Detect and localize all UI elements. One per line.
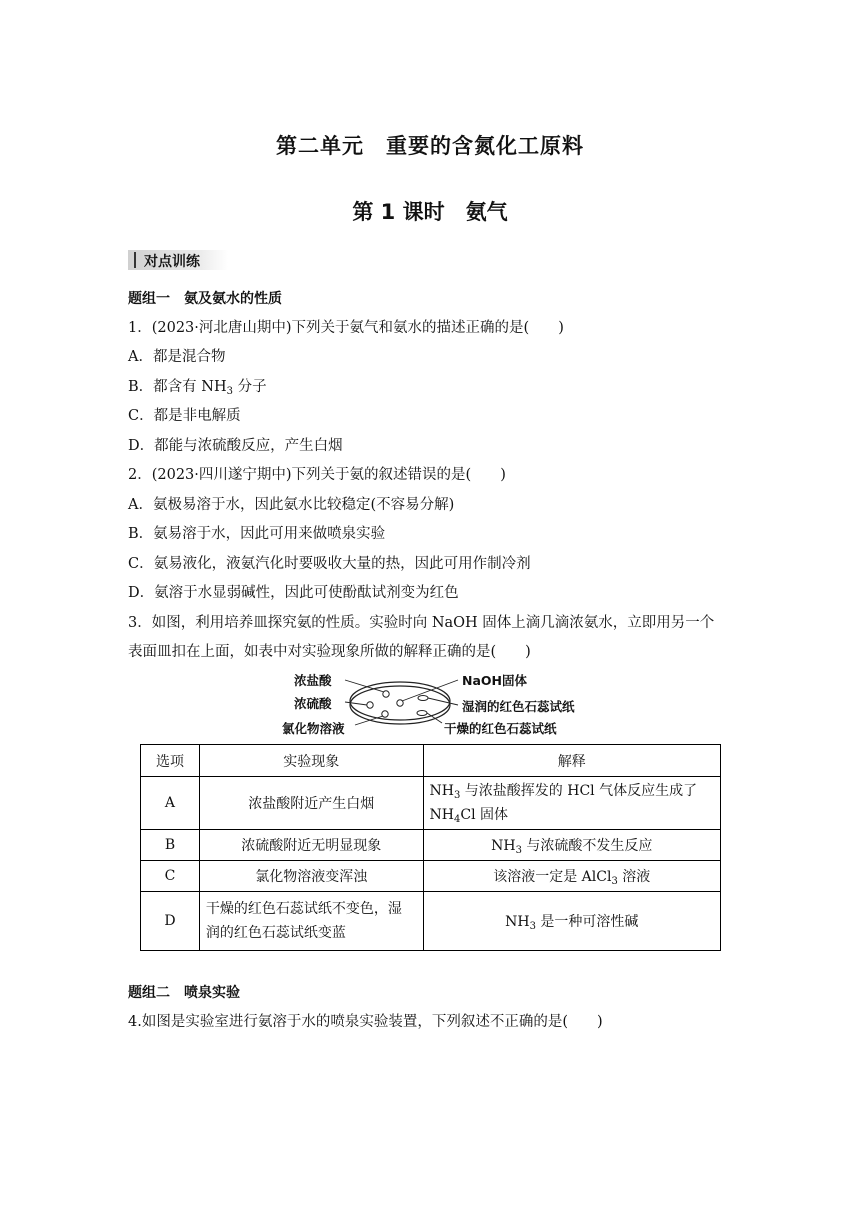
q1-option-a: A．都是混合物 bbox=[128, 349, 226, 365]
q2-option-c: C．氨易液化，液氨汽化时要吸收大量的热，因此可用作制冷剂 bbox=[128, 556, 531, 572]
q1-option-b: B．都含有 $NH_3$ 分子 bbox=[128, 379, 267, 397]
row-a-explanation: $NH_3$ 与浓盐酸挥发的 HCl 气体反应生成了 $NH_4Cl$ 固体 bbox=[423, 777, 720, 830]
table-header-row bbox=[141, 745, 721, 777]
row-a-option: A bbox=[141, 777, 200, 830]
section-badge bbox=[128, 250, 228, 270]
table-row bbox=[141, 830, 721, 861]
petri-dish-diagram bbox=[280, 668, 600, 740]
q1-stem: 1．(2023·河北唐山期中)下列关于氨气和氨水的描述正确的是( ) bbox=[128, 320, 564, 336]
q4-stem: 4.如图是实验室进行氨溶于水的喷泉实验装置，下列叙述不正确的是( ) bbox=[128, 1014, 603, 1030]
row-a-phenomenon: 浓盐酸附近产生白烟 bbox=[199, 777, 423, 830]
q1-option-c: C．都是非电解质 bbox=[128, 408, 241, 424]
unit-title: 第二单元 重要的含氮化工原料 bbox=[276, 134, 584, 158]
label-h2so4: 浓硫酸 bbox=[294, 696, 332, 711]
row-c-option: C bbox=[141, 861, 200, 892]
table-row bbox=[141, 777, 721, 830]
badge-label: 对点训练 bbox=[144, 254, 200, 270]
label-hcl: 浓盐酸 bbox=[294, 673, 332, 688]
table-row bbox=[141, 861, 721, 892]
badge-bar bbox=[134, 252, 136, 268]
lesson-title: 第 1 课时 氨气 bbox=[352, 200, 508, 224]
row-d-explanation: $NH_3$ 是一种可溶性碱 bbox=[423, 892, 720, 951]
q2-stem: 2．(2023·四川遂宁期中)下列关于氨的叙述错误的是( ) bbox=[128, 467, 506, 483]
row-d-option: D bbox=[141, 892, 200, 951]
q3-table bbox=[140, 744, 721, 951]
row-b-option: B bbox=[141, 830, 200, 861]
header-explanation: 解释 bbox=[423, 745, 720, 777]
q1-option-d: D．都能与浓硫酸反应，产生白烟 bbox=[128, 438, 343, 454]
header-phenomenon: 实验现象 bbox=[199, 745, 423, 777]
label-naoh: NaOH固体 bbox=[462, 673, 527, 688]
q3-stem-line1: 3．如图，利用培养皿探究氨的性质。实验时向 NaOH 固体上滴几滴浓氨水，立即用另一个 bbox=[128, 615, 715, 631]
row-b-phenomenon: 浓硫酸附近无明显现象 bbox=[199, 830, 423, 861]
row-b-explanation: $NH_3$ 与浓硫酸不发生反应 bbox=[423, 830, 720, 861]
q3-stem-line2: 表面皿扣在上面，如表中对实验现象所做的解释正确的是( ) bbox=[128, 644, 531, 660]
q2-option-d: D．氨溶于水显弱碱性，因此可使酚酞试剂变为红色 bbox=[128, 585, 459, 601]
group1-title: 题组一 氨及氨水的性质 bbox=[128, 291, 282, 307]
q2-option-a: A．氨极易溶于水，因此氨水比较稳定(不容易分解) bbox=[128, 497, 455, 513]
q2-option-b: B．氨易溶于水，因此可用来做喷泉实验 bbox=[128, 526, 386, 542]
header-option: 选项 bbox=[141, 745, 200, 777]
table-row bbox=[141, 892, 721, 951]
label-wet-litmus: 湿润的红色石蕊试纸 bbox=[462, 699, 575, 714]
row-c-phenomenon: 氯化物溶液变浑浊 bbox=[199, 861, 423, 892]
row-d-phenomenon: 干燥的红色石蕊试纸不变色，湿 润的红色石蕊试纸变蓝 bbox=[199, 892, 423, 951]
group2-title: 题组二 喷泉实验 bbox=[128, 985, 240, 1001]
label-dry-litmus: 干燥的红色石蕊试纸 bbox=[444, 721, 557, 736]
row-c-explanation: 该溶液一定是 AlCl$_3$ 溶液 bbox=[423, 861, 720, 892]
label-chloride-solution: 氯化物溶液 bbox=[282, 721, 345, 736]
